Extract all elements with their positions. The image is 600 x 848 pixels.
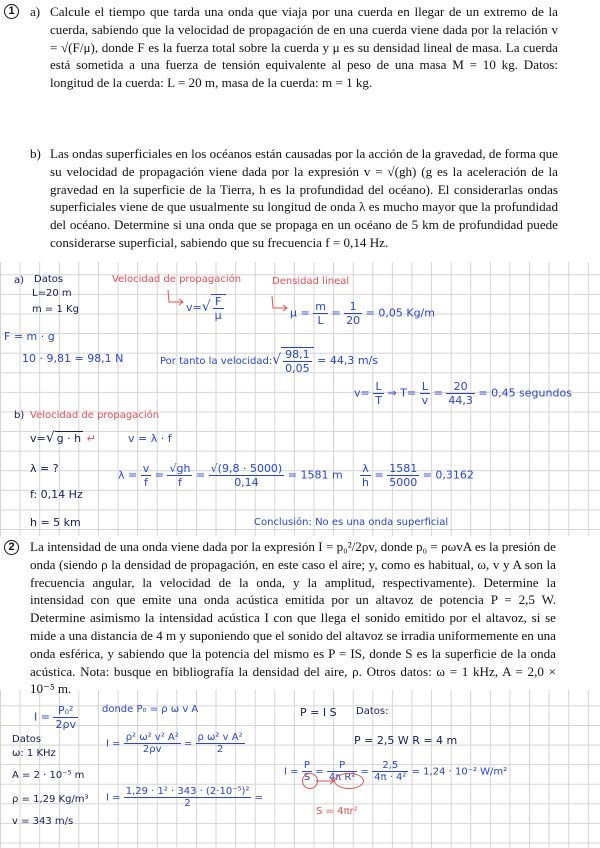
density-title: Densidad lineal [272, 276, 350, 287]
ratio-calculation: $\frac{\lambda}{h}$ = $\frac{1581}{5000}$ = 0,3162 [362, 462, 474, 489]
power-relation: P = I S [300, 706, 337, 719]
wavelength-calculation: λ = $\frac{v}{f}$ = $\frac{√gh}{f}$ = $\frac{√(9,8 \cdot 5000)}{0,14}$ = 1581 m [118, 462, 343, 489]
datos-label-3: Datos: [356, 706, 389, 717]
part-b-text: Las ondas superficiales en los océanos están causadas por la acción de la gravedad, de forma que su velocidad de propagación viene dada por la expresión v = √(gh) (g es la aceleración de la gravedad en la superficie de la Tierra, h es la profundidad del océano). El considerarlas ondas superficiales viene de que usualmente su longitud de onda λ es mucho mayor que la profundidad del océano. Determine si una onda que se propaga en un océano de 5 km de profundidad puede considerarse superficial, sabiendo que su frecuencia f = 0,14 Hz. [50, 146, 558, 250]
omega-value: ω: 1 KHz [12, 748, 56, 759]
datos-label-2: Datos [12, 734, 42, 745]
speed-value: v = 343 m/s [12, 816, 74, 827]
force-formula: F = m · g [4, 330, 55, 343]
part-a-text: Calcule el tiempo que tarda una onda que viaja por una cuerda en llegar de un extremo de la cuerda, sabiendo que la velocidad de propagación de en una cuerda viene dada por la relación v = √(F/μ), donde F es la fuerza total sobre la cuerda y μ es su densidad lineal de masa. La cuerda está sometida a una fuerza de tensión equivalente al peso de una masa M = 10 kg. Datos: longitud de la cuerda: L = 20 m, masa de la cuerda: m = 1 kg. [50, 4, 558, 91]
problem-number-1: 1 [4, 4, 19, 19]
conclusion: Conclusión: No es una onda superficial [254, 517, 449, 528]
length-value: L=20 m [32, 288, 72, 299]
wavelength-formula: v = λ · f [128, 432, 172, 445]
power-radius-values: P = 2,5 W R = 4 m [354, 734, 458, 747]
b-velocity-title: Velocidad de propagación [30, 410, 160, 421]
frequency-value: f: 0,14 Hz [30, 488, 83, 501]
spherical-intensity: I = $\frac{P}{S}$ = $\frac{P}{\text{4π R²}}$ = $\frac{2,5}{\text{4π · 4²}}$ = 1,24 · 10⁻² W/m² [284, 760, 508, 783]
mass-value: m = 1 Kg [32, 304, 79, 315]
velocity-arrow-icon [166, 288, 186, 308]
pressure-definition: donde P₀ = ρ ω v A [102, 704, 199, 715]
velocity-formula: v=√ $\frac{F}{\mu}$ [186, 294, 226, 322]
intensity-formula: I = $\frac{\text{P₀²}}{2\rho v}$ [34, 704, 76, 731]
amplitude-value: A = 2 · 10⁻⁵ m [12, 770, 85, 781]
substitution-arrow-icon [316, 777, 336, 785]
circle-area-mark [334, 773, 364, 789]
velocity-title: Velocidad de propagación [112, 274, 242, 285]
density-formula: μ = $\frac{m}{L}$ = $\frac{1}{20}$ = 0,05 Kg/m [290, 300, 435, 327]
part-b-label: b) [30, 146, 41, 161]
density-value: ρ = 1,29 Kg/m³ [12, 794, 89, 805]
intensity-substitution: I = $\frac{\text{1,29 · 1² · 343 · (2·10⁻⁵)²}}{2}$ = [106, 786, 263, 809]
depth-value: h = 5 km [30, 516, 81, 529]
time-formula: v= $\frac{L}{T}$ ⇒ T= $\frac{L}{v}$ = $\frac{20}{44,3}$ = 0,45 segundos [354, 380, 572, 407]
notes-a-tag: a) [14, 275, 25, 286]
intensity-expansion: I = $\frac{\text{ρ² ω² v² A²}}{2\rho v}$ = $\frac{\text{ρ ω² v A²}}{2}$ [106, 732, 243, 755]
surface-formula: S = 4πr² [316, 806, 358, 817]
velocity-substitution: Por tanto la velocidad:√ $\frac{98,1}{0,05}$ = 44,3 m/s [160, 348, 378, 375]
density-arrow-icon [270, 294, 290, 314]
force-calculation: 10 · 9,81 = 98,1 N [22, 352, 124, 365]
notes-b-tag: b) [14, 410, 25, 421]
part-a-label: a) [30, 4, 41, 19]
problem1-statement [0, 0, 600, 262]
problem2-text: La intensidad de una onda viene dada por la expresión I = p₀²/2ρv, donde p₀ = ρωvA es la presión de onda (siendo ρ la densidad de propagación, en este caso el aire; y, como es habitual, ω, v y A son la frecuencia angular, la velocidad de la onda, y la amplitud, respectivamente). Determine la intensidad con que emite una onda acústica emitida por un altavoz de potencia P = 2,5 W. Determine asimismo la intensidad acústica I con que llega el sonido emitido por el altavoz, si se mide a una distancia de 4 m y suponiendo que el sonido del altavoz se irradia uniformemente en una onda esférica, y sabiendo que la potencia del mismo es P = IS, donde S es la superficie de la onda acústica. Nota: busque en bibliografía la densidad del aire, ρ. Otros datos: ω = 1 kHz, A = 2,0 × 10⁻⁵ m. [30, 539, 556, 697]
wavelength-unknown: λ = ? [30, 462, 59, 475]
problem2-statement [0, 536, 600, 697]
surface-velocity-formula: v=√ g · h ↵ [30, 430, 96, 446]
datos-label: Datos [34, 274, 64, 285]
problem-number-2: 2 [4, 540, 19, 555]
